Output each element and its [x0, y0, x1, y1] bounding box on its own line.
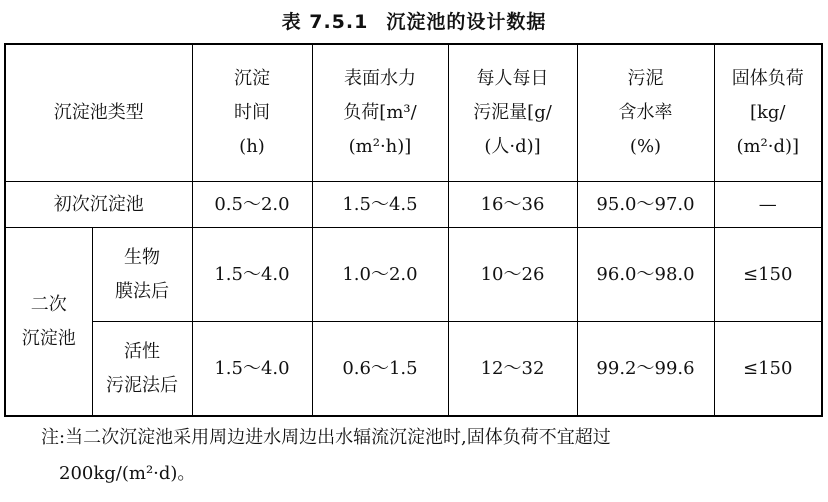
cell-solid-load: ≤150 [714, 322, 822, 417]
header-row [5, 44, 822, 182]
table-row [5, 322, 822, 417]
cell-surface-load: 1.5～4.5 [312, 182, 448, 228]
cell-surface-load: 0.6～1.5 [312, 322, 448, 417]
table-row [5, 228, 822, 322]
table-row [5, 182, 822, 228]
cell-solid-load: ≤150 [714, 228, 822, 322]
header-tank-type: 沉淀池类型 [5, 44, 192, 182]
header-moisture: 污泥 含水率 (%) [577, 44, 714, 182]
cell-time: 0.5～2.0 [192, 182, 312, 228]
row-label: 活性 污泥法后 [92, 322, 192, 417]
table-title [0, 7, 828, 34]
cell-moisture: 95.0～97.0 [577, 182, 714, 228]
group-label-secondary: 二次 沉淀池 [5, 228, 92, 417]
table-number: 表 7.5.1 [281, 11, 369, 33]
header-settling-time: 沉淀 时间 (h) [192, 44, 312, 182]
table-note [41, 420, 828, 492]
cell-sludge: 10～26 [448, 228, 577, 322]
cell-time: 1.5～4.0 [192, 322, 312, 417]
cell-surface-load: 1.0～2.0 [312, 228, 448, 322]
cell-sludge: 12～32 [448, 322, 577, 417]
note-line-2: 200kg/(m²·d)。 [59, 463, 196, 484]
row-label: 生物 膜法后 [92, 228, 192, 322]
note-line-1: 注:当二次沉淀池采用周边进水周边出水辐流沉淀池时,固体负荷不宜超过 [41, 427, 611, 448]
header-surface-load: 表面水力 负荷[m³/ (m²·h)] [312, 44, 448, 182]
header-sludge-per-person: 每人每日 污泥量[g/ (人·d)] [448, 44, 577, 182]
cell-sludge: 16～36 [448, 182, 577, 228]
settling-tank-design-table [4, 43, 823, 417]
cell-time: 1.5～4.0 [192, 228, 312, 322]
cell-solid-load: — [714, 182, 822, 228]
cell-moisture: 99.2～99.6 [577, 322, 714, 417]
row-label: 初次沉淀池 [5, 182, 192, 228]
header-solid-load: 固体负荷 [kg/ (m²·d)] [714, 44, 822, 182]
table-caption: 沉淀池的设计数据 [386, 11, 547, 33]
cell-moisture: 96.0～98.0 [577, 228, 714, 322]
